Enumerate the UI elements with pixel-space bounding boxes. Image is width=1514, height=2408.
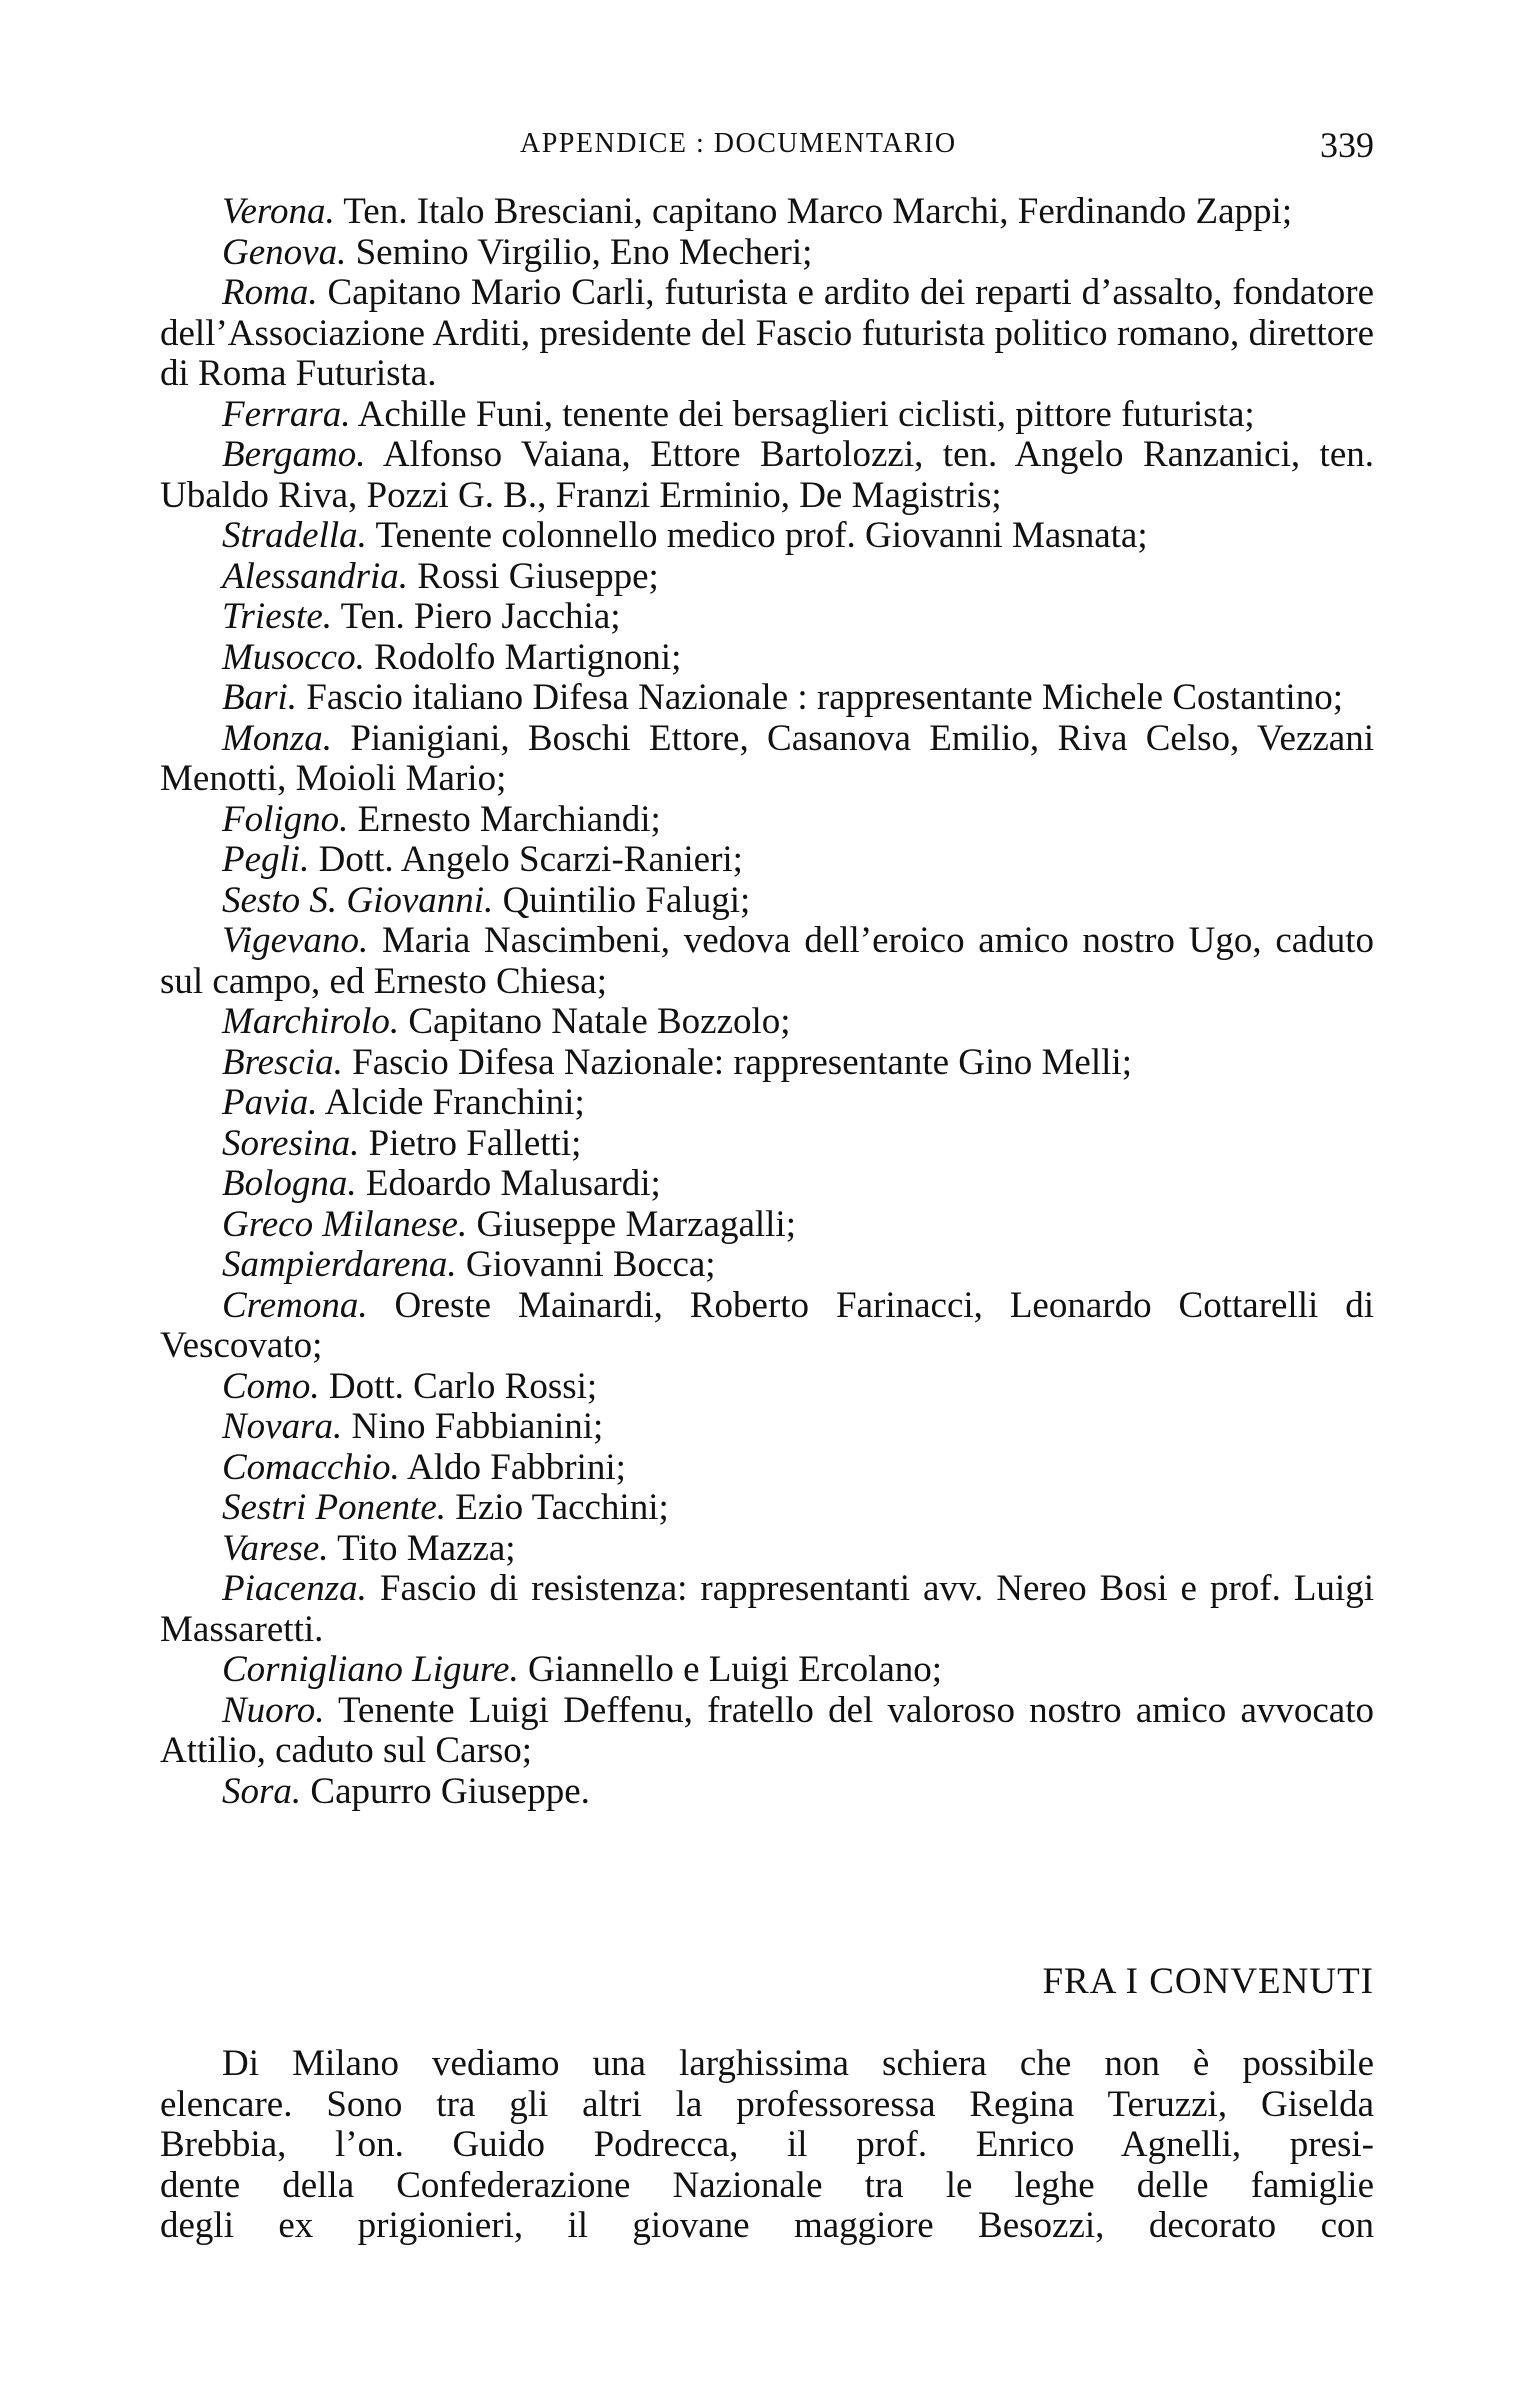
list-item bbox=[160, 638, 1374, 679]
city-name: Stradella. bbox=[222, 515, 367, 556]
delegates-text: Pietro Falletti; bbox=[359, 1122, 582, 1164]
section-title: FRA I CONVENUTI bbox=[1042, 1961, 1374, 2002]
city-name: Musocco. bbox=[222, 636, 365, 678]
paragraph-line: degli ex prigionieri, il giovane maggiore Besozzi, decorato con bbox=[160, 2205, 1374, 2246]
delegates-text: Giovanni Bocca; bbox=[456, 1244, 716, 1285]
city-name: Novara. bbox=[222, 1406, 343, 1447]
list-item bbox=[160, 1205, 1374, 1246]
list-item bbox=[160, 1407, 1374, 1448]
delegates-text: Pianigiani, Boschi Ettore, Casanova Emilio, Riva Celso, Vezzani Menotti, Moioli Mario; bbox=[160, 717, 1374, 799]
delegates-text: Oreste Mainardi, Roberto Farinacci, Leonardo Cottarelli di Vescovato; bbox=[160, 1284, 1374, 1366]
list-item bbox=[160, 233, 1374, 274]
city-name: Sora. bbox=[222, 1770, 302, 1812]
list-item bbox=[160, 1488, 1374, 1529]
list-item bbox=[160, 1650, 1374, 1691]
delegates-text: Dott. Angelo Scarzi-Ranieri; bbox=[309, 839, 743, 880]
delegates-text: Capurro Giuseppe. bbox=[301, 1770, 590, 1812]
city-name: Sampierdarena. bbox=[222, 1244, 457, 1285]
city-name: Bari. bbox=[222, 677, 298, 718]
delegates-text: Capitano Mario Carli, futurista e ardito dei reparti d’assalto, fondatore dell’Associazione Arditi, presidente del Fascio futurista politico romano, direttore di Roma Futurista. bbox=[160, 272, 1374, 394]
city-name: Comacchio. bbox=[222, 1446, 400, 1488]
city-name: Sestri Ponente. bbox=[222, 1487, 447, 1528]
delegates-text: Giuseppe Marzagalli; bbox=[467, 1203, 796, 1245]
city-name: Trieste. bbox=[222, 596, 332, 637]
city-name: Greco Milanese. bbox=[222, 1203, 468, 1245]
city-name: Cremona. bbox=[222, 1284, 368, 1326]
delegates-text: Edoardo Malusardi; bbox=[356, 1163, 661, 1204]
page-header bbox=[160, 125, 1374, 168]
city-name: Bergamo. bbox=[222, 434, 366, 475]
list-item bbox=[160, 1043, 1374, 1084]
delegates-text: Maria Nascimbeni, vedova dell’eroico amico nostro Ugo, caduto sul campo, ed Ernesto Chiesa; bbox=[160, 920, 1374, 1002]
city-name: Soresina. bbox=[222, 1122, 360, 1164]
paragraph-line: Di Milano vediamo una larghissima schiera che non è possibile bbox=[222, 2043, 1374, 2084]
city-name: Genova. bbox=[222, 231, 347, 273]
paragraph-line: Brebbia, l’on. Guido Podrecca, il prof. Enrico Agnelli, presi- bbox=[160, 2124, 1374, 2165]
list-item bbox=[160, 800, 1374, 841]
city-name: Sesto S. Giovanni. bbox=[222, 879, 494, 921]
city-name: Nuoro. bbox=[222, 1689, 325, 1731]
delegates-text: Achille Funi, tenente dei bersaglieri ciclisti, pittore futurista; bbox=[350, 393, 1255, 435]
list-item bbox=[160, 1772, 1374, 1813]
city-name: Alessandria. bbox=[222, 555, 409, 597]
list-item bbox=[160, 921, 1374, 1002]
list-item bbox=[160, 192, 1374, 233]
list-item bbox=[160, 273, 1374, 395]
city-name: Verona. bbox=[222, 191, 335, 232]
city-name: Marchirolo. bbox=[222, 1001, 400, 1042]
city-name: Como. bbox=[222, 1365, 320, 1407]
list-item bbox=[160, 1245, 1374, 1286]
list-item bbox=[160, 1367, 1374, 1408]
delegates-text: Giannello e Luigi Ercolano; bbox=[518, 1649, 943, 1690]
delegates-text: Capitano Natale Bozzolo; bbox=[399, 1001, 791, 1042]
delegates-text: Quintilio Falugi; bbox=[493, 879, 751, 921]
delegates-text: Alcide Franchini; bbox=[317, 1082, 585, 1123]
city-name: Pegli. bbox=[222, 839, 310, 880]
list-item bbox=[160, 516, 1374, 557]
page-number: 339 bbox=[1320, 125, 1374, 165]
list-item bbox=[160, 1002, 1374, 1043]
list-item bbox=[160, 1124, 1374, 1165]
list-item bbox=[160, 1286, 1374, 1367]
body-paragraph bbox=[160, 2044, 1374, 2247]
delegates-text: Aldo Fabbrini; bbox=[399, 1446, 626, 1488]
list-item bbox=[160, 395, 1374, 436]
delegates-text: Rodolfo Martignoni; bbox=[364, 636, 682, 678]
paragraph-line: elencare. Sono tra gli altri la professoressa Regina Teruzzi, Giselda bbox=[160, 2083, 1374, 2125]
list-item bbox=[160, 719, 1374, 800]
delegates-text: Tenente Luigi Deffenu, fratello del valoroso nostro amico avvocato Attilio, caduto sul Carso; bbox=[160, 1689, 1374, 1771]
city-name: Monza. bbox=[222, 717, 332, 759]
city-name: Ferrara. bbox=[222, 393, 351, 435]
delegates-text: Ten. Italo Bresciani, capitano Marco Marchi, Ferdinando Zappi; bbox=[334, 191, 1293, 232]
city-name: Varese. bbox=[222, 1527, 329, 1569]
list-item bbox=[160, 1569, 1374, 1650]
delegates-text: Ten. Piero Jacchia; bbox=[332, 596, 621, 637]
list-item bbox=[160, 1083, 1374, 1124]
delegates-text: Nino Fabbianini; bbox=[342, 1406, 604, 1447]
list-item bbox=[160, 840, 1374, 881]
delegates-text: Alfonso Vaiana, Ettore Bartolozzi, ten. Angelo Ranzanici, ten. Ubaldo Riva, Pozzi G. B., Franzi Erminio, De Magistris; bbox=[160, 434, 1374, 516]
list-item bbox=[160, 597, 1374, 638]
running-head: APPENDICE : DOCUMENTARIO bbox=[520, 128, 957, 159]
city-name: Pavia. bbox=[222, 1082, 318, 1123]
list-item bbox=[160, 1691, 1374, 1772]
city-name: Brescia. bbox=[222, 1041, 343, 1083]
delegates-text: Ernesto Marchiandi; bbox=[348, 798, 661, 840]
list-item bbox=[160, 678, 1374, 719]
delegates-text: Dott. Carlo Rossi; bbox=[319, 1365, 598, 1407]
delegates-text: Tenente colonnello medico prof. Giovanni Masnata; bbox=[366, 515, 1148, 556]
city-name: Foligno. bbox=[222, 798, 349, 840]
delegates-text: Fascio italiano Difesa Nazionale : rappresentante Michele Costantino; bbox=[297, 677, 1343, 718]
list-item bbox=[160, 1448, 1374, 1489]
city-name: Bologna. bbox=[222, 1163, 357, 1204]
list-item bbox=[160, 435, 1374, 516]
list-item bbox=[160, 881, 1374, 922]
list-item bbox=[160, 1164, 1374, 1205]
city-name: Roma. bbox=[222, 272, 318, 313]
delegates-text: Fascio Difesa Nazionale: rappresentante Gino Melli; bbox=[342, 1041, 1132, 1083]
delegates-text: Semino Virgilio, Eno Mecheri; bbox=[346, 231, 813, 273]
list-item bbox=[160, 1529, 1374, 1570]
list-item bbox=[160, 557, 1374, 598]
city-name: Piacenza. bbox=[222, 1568, 367, 1609]
paragraph-line: dente della Confederazione Nazionale tra le leghe delle famiglie bbox=[160, 2164, 1374, 2206]
city-name: Vigevano. bbox=[222, 920, 369, 961]
delegates-text: Tito Mazza; bbox=[328, 1527, 516, 1569]
delegates-text: Rossi Giuseppe; bbox=[408, 555, 659, 597]
delegates-text: Ezio Tacchini; bbox=[446, 1487, 669, 1528]
city-name: Cornigliano Ligure. bbox=[222, 1649, 519, 1690]
delegates-text: Fascio di resistenza: rappresentanti avv. Nereo Bosi e prof. Luigi Massaretti. bbox=[160, 1568, 1374, 1650]
delegates-list bbox=[160, 192, 1374, 1812]
